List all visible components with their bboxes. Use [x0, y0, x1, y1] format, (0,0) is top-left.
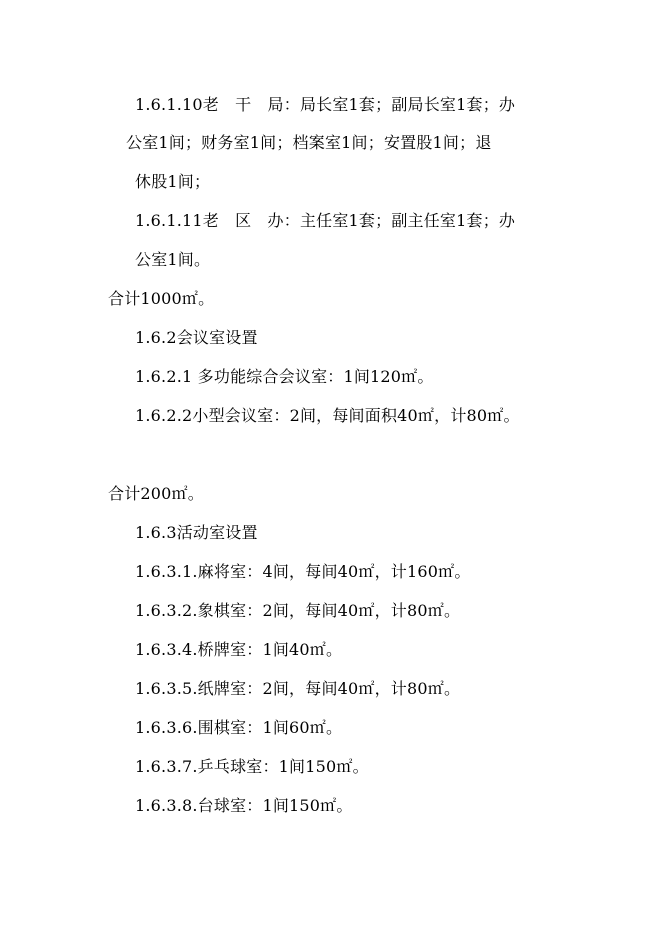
activity-item-cards: 1.6.3.5.纸牌室：2间，每间40㎡，计80㎡。 — [135, 679, 461, 698]
activity-heading: 1.6.3活动室设置 — [135, 523, 258, 542]
office-item-10-line-2: 公室1间；财务室1间；档案室1间；安置股1间；退 — [126, 133, 492, 152]
meeting-item-2: 1.6.2.2小型会议室：2间，每间面积40㎡，计80㎡。 — [135, 406, 520, 425]
office-item-10-line-1: 1.6.1.10老 干 局：局长室1套；副局长室1套；办 — [135, 95, 516, 114]
activity-item-chess: 1.6.3.2.象棋室：2间，每间40㎡，计80㎡。 — [135, 601, 461, 620]
meeting-item-1: 1.6.2.1 多功能综合会议室：1间120㎡。 — [135, 367, 434, 386]
activity-item-billiards: 1.6.3.8.台球室：1间150㎡。 — [135, 796, 353, 815]
office-item-11-line-2: 公室1间。 — [135, 250, 211, 269]
offices-total: 合计1000㎡。 — [108, 289, 215, 308]
activity-item-table-tennis: 1.6.3.7.乒乓球室：1间150㎡。 — [135, 757, 369, 776]
office-item-11-line-1: 1.6.1.11老 区 办：主任室1套；副主任室1套；办 — [135, 211, 516, 230]
office-item-10-line-3: 休股1间； — [135, 172, 211, 191]
meeting-total: 合计200㎡。 — [108, 484, 204, 503]
activity-item-bridge: 1.6.3.4.桥牌室：1间40㎡。 — [135, 640, 343, 659]
activity-item-mahjong: 1.6.3.1.麻将室：4间，每间40㎡，计160㎡。 — [135, 562, 471, 581]
activity-item-go: 1.6.3.6.围棋室：1间60㎡。 — [135, 718, 343, 737]
meeting-heading: 1.6.2会议室设置 — [135, 328, 258, 347]
